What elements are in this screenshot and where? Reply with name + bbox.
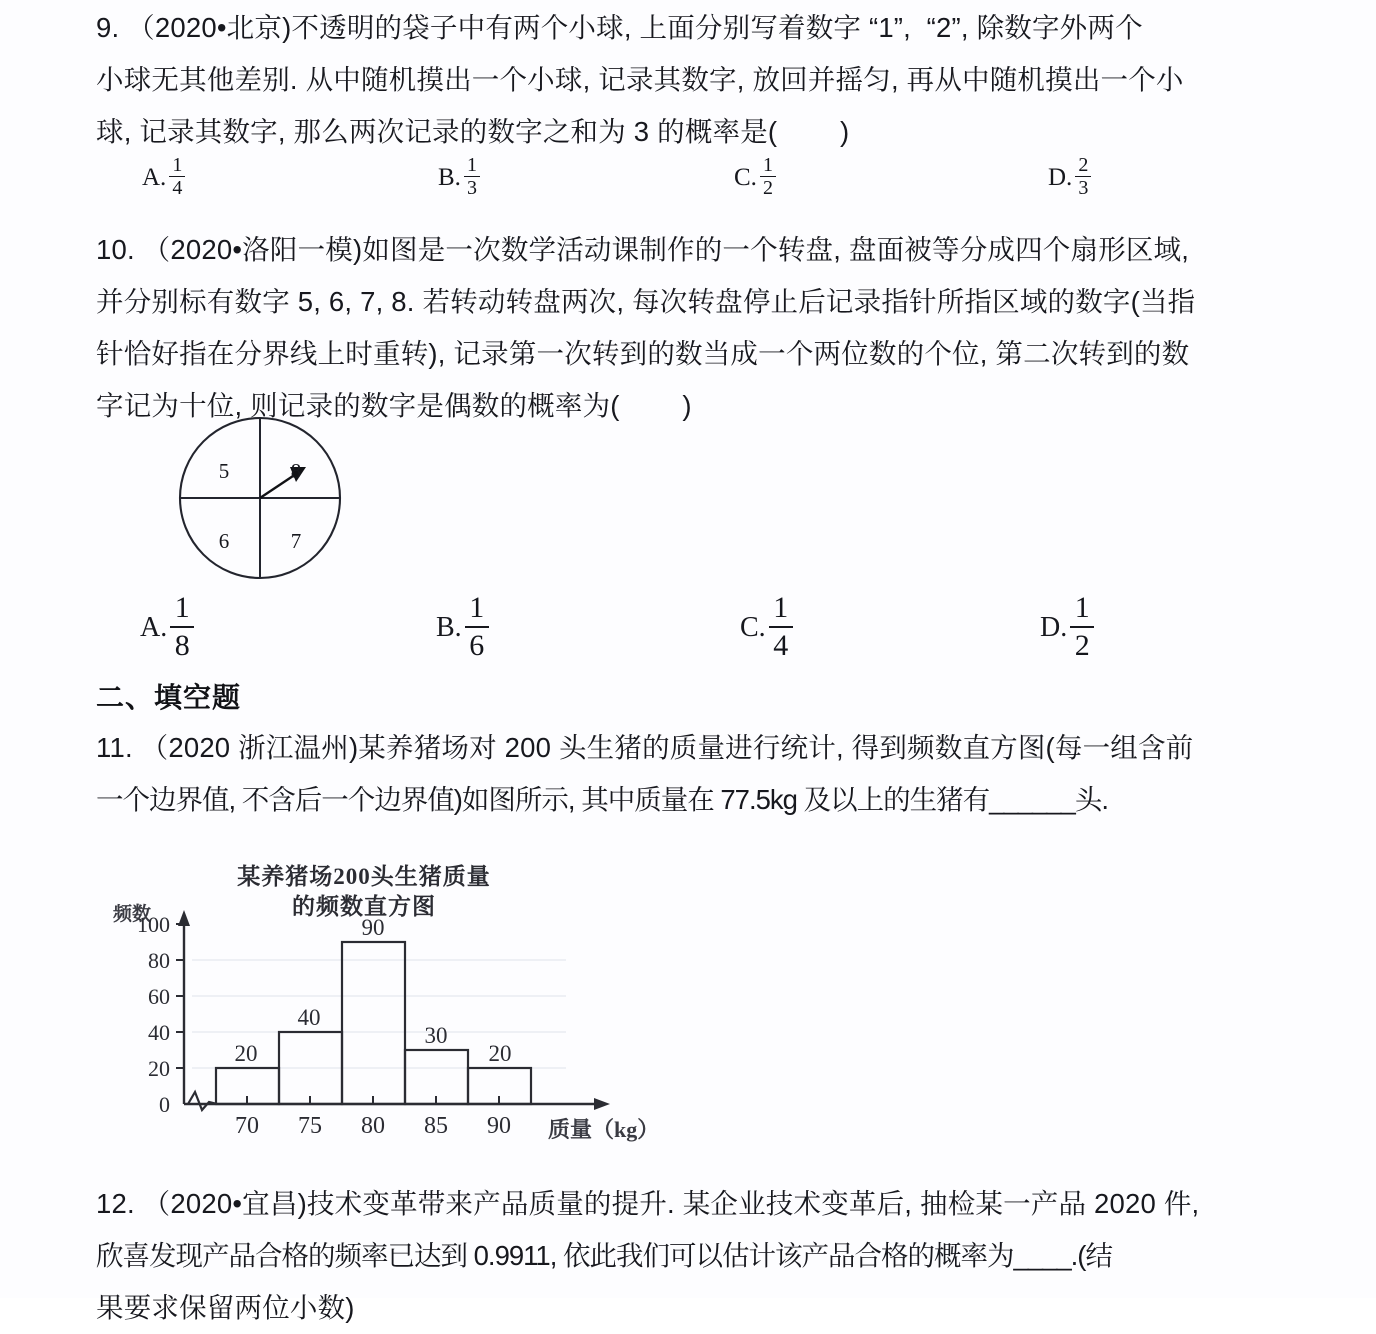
section-heading-fill-in-the-blank: 二、填空题: [96, 682, 242, 713]
option-c-q9[interactable]: [734, 156, 776, 199]
option-a-q10-numerator: 1: [174, 591, 190, 624]
question-10-line-2: 并分别标有数字 5, 6, 7, 8. 若转动转盘两次, 每次转盘停止后记录指针所指区域的数字(当指: [96, 286, 1196, 317]
option-c-q9-denominator: 2: [762, 177, 773, 199]
histogram-bar-80: [342, 942, 405, 1104]
option-b-q10-fraction: [465, 593, 489, 661]
fraction-bar: [1070, 626, 1094, 628]
option-a-q9-numerator: 1: [172, 154, 183, 176]
option-a-q9-denominator: 4: [172, 177, 183, 199]
histogram-axis-break-zigzag: [188, 1092, 217, 1110]
histogram-ytick-20: 20: [148, 1056, 170, 1081]
question-9-line-3: 球, 记录其数字, 那么两次记录的数字之和为 3 的概率是( ): [96, 116, 850, 147]
option-a-q10[interactable]: [140, 591, 194, 662]
option-a-q9-fraction: [169, 155, 185, 198]
option-a-q10-label: A.: [140, 612, 168, 643]
histogram-ytick-100: 100: [137, 912, 170, 937]
option-c-q9-label: C.: [734, 163, 757, 191]
question-9-options: [96, 148, 1318, 208]
option-d-q9-numerator: 2: [1078, 154, 1089, 176]
question-10-options: [96, 591, 1318, 662]
option-d-q9-denominator: 3: [1078, 177, 1089, 199]
histogram-xtick-80: 80: [361, 1113, 385, 1139]
option-c-q10-fraction: [769, 593, 793, 661]
question-11-text: [96, 722, 1318, 826]
question-9-text: [96, 2, 1318, 158]
histogram-ytick-60: 60: [148, 984, 170, 1009]
histogram-ytick-40: 40: [148, 1020, 170, 1045]
option-d-q9[interactable]: [1048, 156, 1091, 199]
option-c-q10-numerator: 1: [773, 591, 789, 624]
option-b-q9-denominator: 3: [466, 177, 477, 199]
spinner-svg: [172, 412, 352, 584]
question-11-line-2: 一个边界值, 不含后一个边界值)如图所示, 其中质量在 77.5kg 及以上的生猪有______头.: [96, 784, 1108, 815]
fraction-bar: [465, 626, 489, 628]
histogram-title-line-1: 某养猪场200头生猪质量: [237, 864, 491, 889]
histogram-bar-label-85: 30: [424, 1023, 448, 1048]
option-d-q10[interactable]: [1040, 591, 1094, 662]
option-c-q9-numerator: 1: [762, 154, 773, 176]
histogram-ytick-80: 80: [148, 948, 170, 973]
fraction-bar: [769, 626, 793, 628]
option-c-q9-fraction: [760, 155, 776, 198]
option-b-q10-label: B.: [436, 612, 462, 643]
option-a-q9-label: A.: [142, 163, 167, 191]
histogram-bar-85: [405, 1050, 468, 1104]
option-d-q10-label: D.: [1040, 612, 1068, 643]
question-10-line-1: 10. （2020•洛阳一模)如图是一次数学活动课制作的一个转盘, 盘面被等分成四个扇形区域,: [96, 234, 1190, 265]
spinner-diagram: [172, 412, 352, 584]
histogram-title-line-2: 的频数直方图: [292, 894, 436, 919]
histogram-x-axis-label: 质量（kg）: [548, 1117, 660, 1142]
option-b-q10-denominator: 6: [469, 629, 485, 662]
histogram-x-axis-arrow: [594, 1098, 610, 1110]
option-a-q9[interactable]: [142, 156, 185, 199]
histogram-bar-label-90: 20: [488, 1041, 512, 1066]
question-12-line-2: 欣喜发现产品合格的频率已达到 0.9911, 依此我们可以估计该产品合格的概率为____.(结: [96, 1240, 1112, 1271]
option-c-q10[interactable]: [740, 591, 793, 662]
question-10-text: [96, 224, 1318, 432]
spinner-sector-value-8: 8: [290, 459, 302, 483]
histogram-bar-label-70: 20: [234, 1041, 258, 1066]
fraction-bar: [170, 626, 194, 628]
option-b-q10-numerator: 1: [469, 591, 485, 624]
histogram-bars: [216, 942, 531, 1104]
spinner-sector-value-5: 5: [218, 459, 230, 483]
question-12-line-3: 果要求保留两位小数): [96, 1292, 355, 1323]
question-12-text: [96, 1178, 1318, 1334]
option-b-q9-label: B.: [438, 163, 461, 191]
spinner-sector-value-6: 6: [218, 529, 230, 553]
option-b-q9-numerator: 1: [466, 154, 477, 176]
question-12-line-1: 12. （2020•宜昌)技术变革带来产品质量的提升. 某企业技术变革后, 抽检某一产品 2020 件,: [96, 1188, 1200, 1219]
histogram-xtick-75: 75: [298, 1113, 322, 1139]
spinner-sector-value-7: 7: [290, 529, 302, 553]
option-d-q9-fraction: [1075, 155, 1091, 198]
histogram-bar-label-80: 90: [361, 915, 385, 940]
question-9-line-2: 小球无其他差别. 从中随机摸出一个小球, 记录其数字, 放回并摇匀, 再从中随机摸出一个小: [96, 64, 1184, 95]
frequency-histogram-figure: [96, 852, 716, 1162]
option-b-q10[interactable]: [436, 591, 489, 662]
histogram-y-axis-label: 频数: [113, 904, 152, 925]
question-10-line-3: 针恰好指在分界线上时重转), 记录第一次转到的数当成一个两位数的个位, 第二次转到的数: [96, 338, 1190, 369]
histogram-ytick-0: 0: [159, 1092, 170, 1117]
option-b-q9[interactable]: [438, 156, 480, 199]
question-9-line-1: 9. （2020•北京)不透明的袋子中有两个小球, 上面分别写着数字 “1”, “2”, 除数字外两个: [96, 12, 1143, 43]
option-c-q10-label: C.: [740, 612, 766, 643]
option-b-q9-fraction: [464, 155, 480, 198]
option-d-q10-fraction: [1070, 593, 1094, 661]
question-11-line-1: 11. （2020 浙江温州)某养猪场对 200 头生猪的质量进行统计, 得到频数直方图(每一组含前: [96, 732, 1194, 763]
option-d-q9-label: D.: [1048, 163, 1073, 191]
option-d-q10-numerator: 1: [1074, 591, 1090, 624]
option-c-q10-denominator: 4: [773, 629, 789, 662]
option-a-q10-denominator: 8: [174, 629, 190, 662]
histogram-svg: [96, 852, 716, 1162]
histogram-xtick-70: 70: [235, 1113, 259, 1139]
histogram-xtick-85: 85: [424, 1113, 448, 1139]
option-a-q10-fraction: [170, 593, 194, 661]
question-10-line-4: 字记为十位, 则记录的数字是偶数的概率为( ): [96, 390, 692, 421]
option-d-q10-denominator: 2: [1074, 629, 1090, 662]
histogram-xtick-90: 90: [487, 1113, 511, 1139]
histogram-bar-label-75: 40: [297, 1005, 321, 1030]
